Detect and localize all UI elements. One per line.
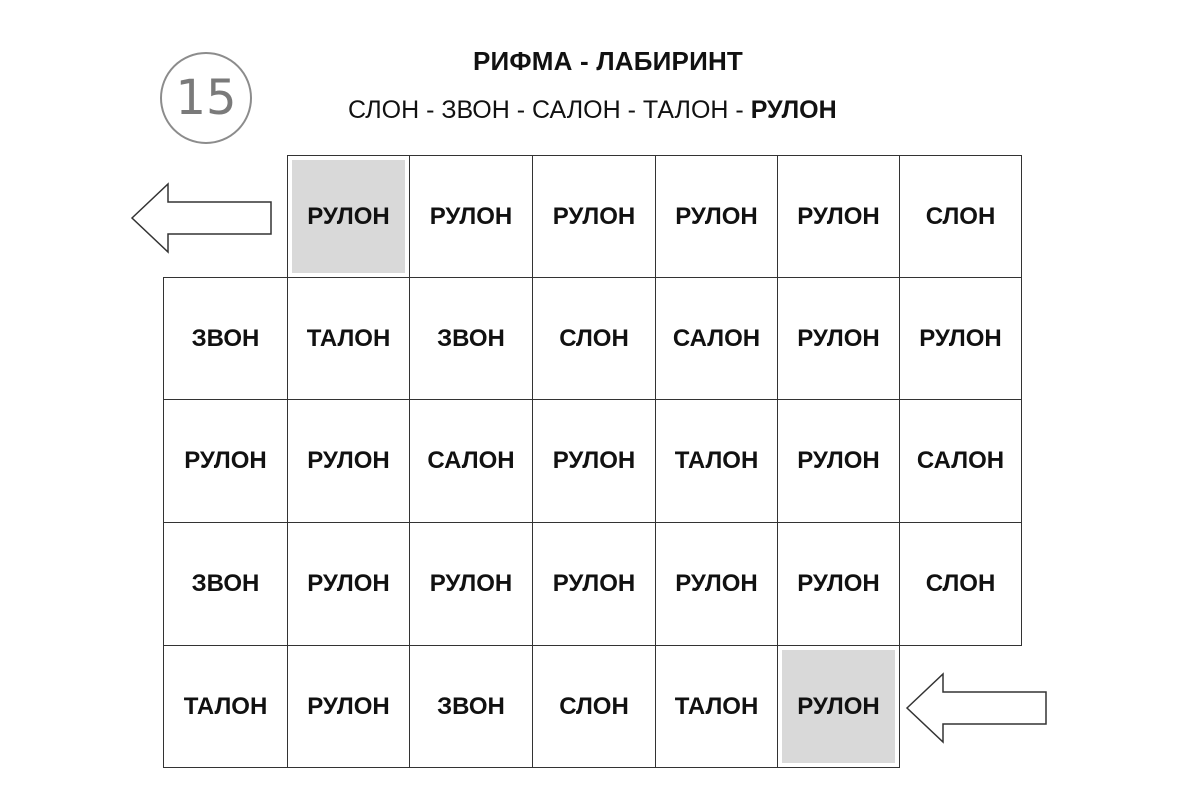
entry-arrow-icon bbox=[905, 672, 1050, 744]
maze-cell-word: РУЛОН bbox=[429, 570, 513, 597]
maze-cell-word: РУЛОН bbox=[797, 324, 880, 352]
maze-cell-word: СЛОН bbox=[559, 324, 629, 352]
maze-cell[interactable] bbox=[287, 399, 410, 523]
maze-cell[interactable] bbox=[655, 277, 778, 400]
maze-cell[interactable] bbox=[655, 522, 778, 646]
maze-cell[interactable] bbox=[532, 399, 656, 523]
maze-cell[interactable] bbox=[287, 277, 410, 400]
maze-cell-word: ТАЛОН bbox=[306, 324, 391, 352]
maze-cell[interactable] bbox=[655, 399, 778, 523]
maze-cell-word: ТАЛОН bbox=[674, 447, 759, 474]
page-title: РИФМА - ЛАБИРИНТ bbox=[472, 46, 744, 76]
maze-cell-word: ЗВОН bbox=[437, 324, 505, 352]
maze-cell[interactable] bbox=[163, 399, 288, 523]
maze-cell-word: СЛОН bbox=[559, 692, 629, 720]
maze-cell-word: САЛОН bbox=[672, 324, 761, 352]
maze-cell[interactable] bbox=[532, 645, 656, 768]
maze-cell-word: РУЛОН bbox=[797, 447, 880, 474]
maze-cell-word: ТАЛОН bbox=[674, 692, 759, 720]
maze-cell-word: СЛОН bbox=[925, 202, 996, 230]
maze-cell-word: РУЛОН bbox=[552, 202, 636, 230]
maze-cell[interactable] bbox=[532, 155, 656, 278]
maze-cell[interactable] bbox=[532, 277, 656, 400]
maze-cell-word: ЗВОН bbox=[191, 324, 260, 352]
maze-cell-word: РУЛОН bbox=[552, 570, 636, 597]
maze-cell-word: РУЛОН bbox=[307, 570, 390, 597]
puzzle-number: 15 bbox=[175, 70, 237, 126]
maze-cell[interactable] bbox=[409, 399, 533, 523]
chain-target-word: РУЛОН bbox=[750, 96, 837, 124]
maze-cell-word: РУЛОН bbox=[307, 447, 390, 474]
exit-arrow-icon bbox=[130, 182, 275, 254]
maze-cell-word: РУЛОН bbox=[797, 570, 880, 597]
maze-cell-word: РУЛОН bbox=[184, 447, 267, 474]
maze-cell[interactable] bbox=[777, 645, 900, 768]
maze-cell-word: РУЛОН bbox=[675, 202, 758, 230]
maze-cell[interactable] bbox=[287, 645, 410, 768]
maze-cell[interactable] bbox=[532, 522, 656, 646]
maze-cell-word: ЗВОН bbox=[191, 570, 260, 597]
maze-cell[interactable] bbox=[287, 155, 410, 278]
chain-separator: - bbox=[509, 96, 533, 124]
maze-cell[interactable] bbox=[163, 645, 288, 768]
chain-separator: - bbox=[419, 96, 442, 124]
maze-cell[interactable] bbox=[777, 522, 900, 646]
maze-cell-word: ТАЛОН bbox=[183, 692, 268, 720]
maze-cell[interactable] bbox=[655, 155, 778, 278]
maze-cell-word: РУЛОН bbox=[429, 202, 513, 230]
maze-cell[interactable] bbox=[163, 277, 288, 400]
maze-cell-word: РУЛОН bbox=[675, 570, 758, 597]
maze-cell[interactable] bbox=[899, 399, 1022, 523]
maze-cell[interactable] bbox=[777, 155, 900, 278]
maze-cell-word: РУЛОН bbox=[552, 447, 636, 474]
chain-separator: - bbox=[728, 96, 751, 124]
maze-cell[interactable] bbox=[409, 645, 533, 768]
maze-cell[interactable] bbox=[163, 522, 288, 646]
maze-cell-word: ЗВОН bbox=[437, 692, 505, 720]
maze-cell[interactable] bbox=[899, 155, 1022, 278]
maze-cell[interactable] bbox=[409, 522, 533, 646]
maze-cell[interactable] bbox=[777, 399, 900, 523]
rhyme-chain bbox=[348, 96, 837, 125]
maze-cell[interactable] bbox=[899, 277, 1022, 400]
maze-cell-word: РУЛОН bbox=[919, 324, 1002, 352]
chain-separator: - bbox=[620, 96, 643, 124]
maze-cell[interactable] bbox=[899, 522, 1022, 646]
maze-cell-word: РУЛОН bbox=[307, 692, 390, 720]
maze-cell-word: РУЛОН bbox=[797, 202, 880, 230]
chain-word: САЛОН bbox=[532, 96, 621, 124]
maze-cell-word: РУЛОН bbox=[307, 202, 390, 230]
maze-cell-word: РУЛОН bbox=[797, 692, 880, 720]
chain-word: ТАЛОН bbox=[642, 96, 729, 124]
maze-cell-word: СЛОН bbox=[925, 570, 996, 597]
chain-word: ЗВОН bbox=[441, 96, 510, 124]
maze-cell[interactable] bbox=[409, 277, 533, 400]
maze-cell-word: САЛОН bbox=[916, 447, 1005, 474]
chain-word: СЛОН bbox=[348, 96, 420, 124]
maze-cell[interactable] bbox=[777, 277, 900, 400]
maze-cell[interactable] bbox=[287, 522, 410, 646]
maze-cell-word: САЛОН bbox=[427, 447, 515, 474]
maze-cell[interactable] bbox=[655, 645, 778, 768]
maze-cell[interactable] bbox=[409, 155, 533, 278]
